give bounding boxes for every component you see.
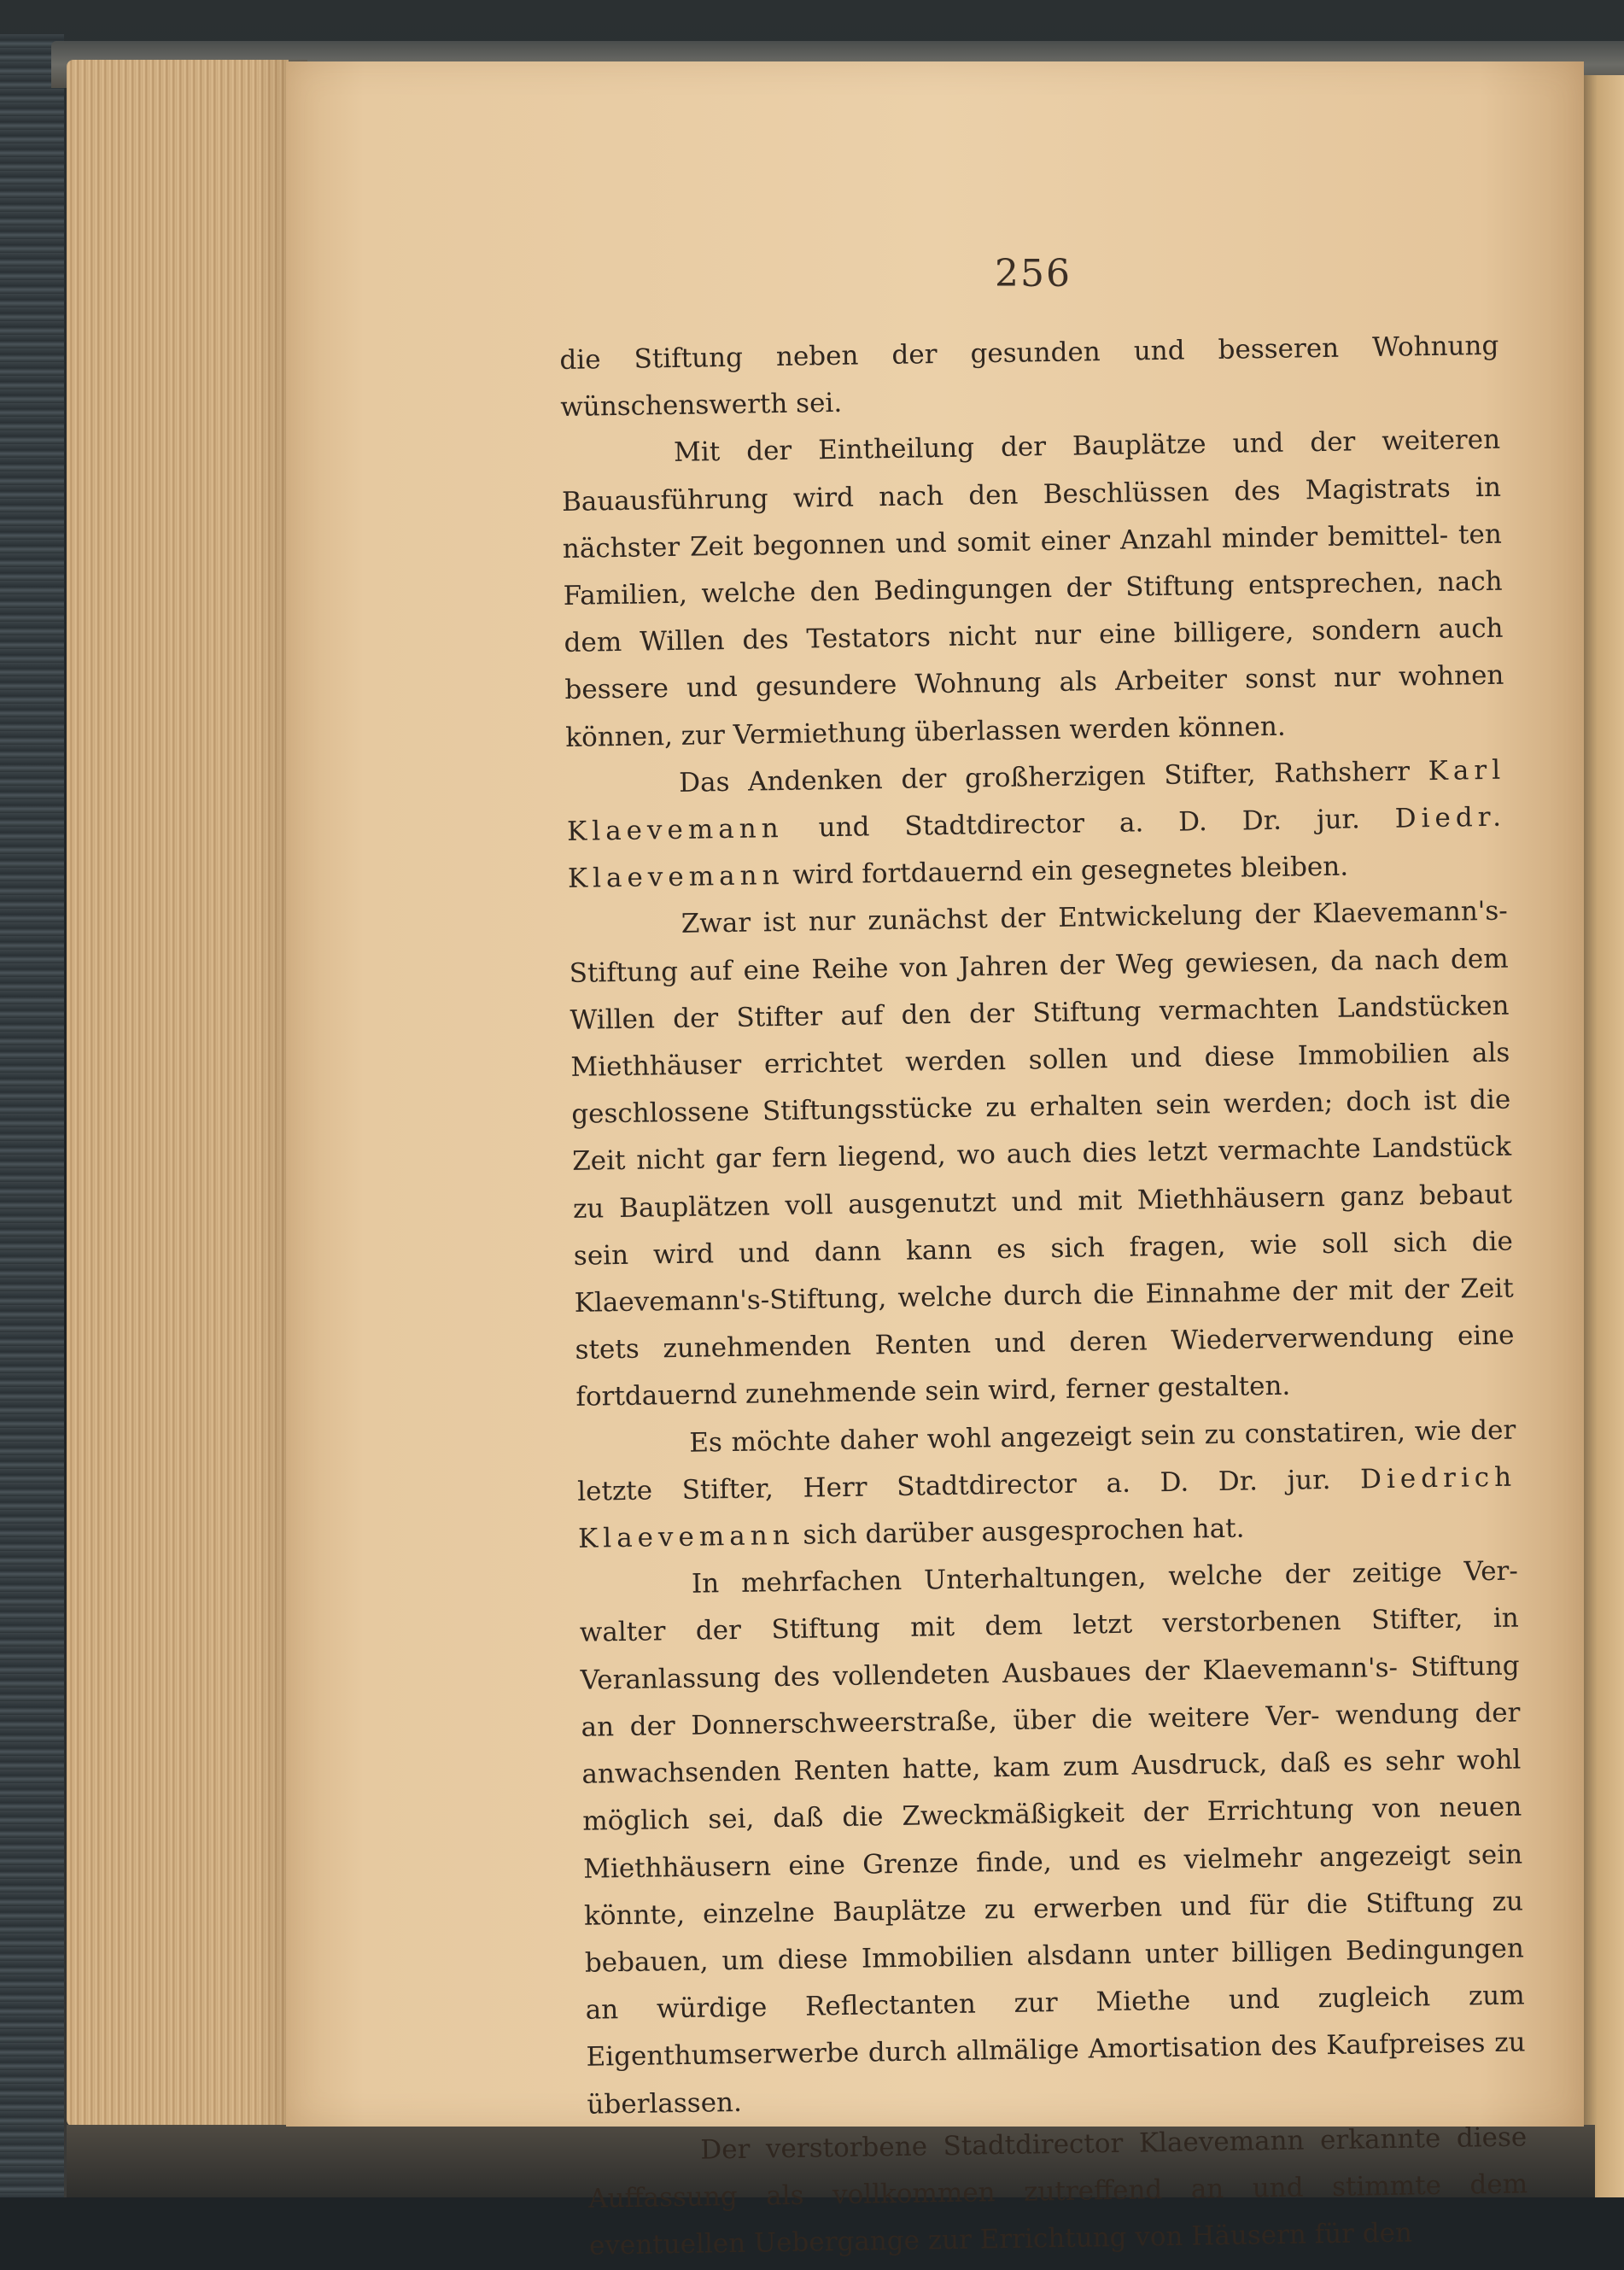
text-run: die Stiftung neben der gesunden und besseren Wohnung wünschenswerth sei. xyxy=(559,330,1499,424)
page-number: 256 xyxy=(995,252,1072,295)
page-edges xyxy=(67,60,289,2127)
paragraph xyxy=(576,1407,1517,1563)
paragraph xyxy=(587,2114,1528,2270)
text-run: und Stadtdirector a. D. Dr. jur. xyxy=(783,803,1396,844)
page-text xyxy=(559,323,1528,2270)
text-run: Mit der Eintheilung der Bauplätze und der weiteren Bauausführung wird nach den Beschlüssen des Magistrats in nächster Zeit begonnen und somit einer Anzahl minder bemittel- ten Familien, welche den Bedingungen der Stiftung entsprechen, nach dem Willen des Testators nicht nur eine billigere, sondern auch bessere und gesundere Wohnung als Arbeiter sonst nur wohnen können, zur Vermiethung überlassen werden können. xyxy=(561,424,1504,753)
paragraph xyxy=(568,888,1515,1421)
paragraph xyxy=(566,746,1507,903)
book-spine xyxy=(0,34,64,2197)
paragraph xyxy=(579,1548,1527,2129)
text-run: Es möchte daher wohl angezeigt sein zu constatiren, wie der letzte Stifter, Herr Stadtdirector a. D. Dr. jur. xyxy=(576,1414,1516,1507)
text-run: wird fortdauernd ein gesegnetes bleiben. xyxy=(784,851,1349,892)
paragraph xyxy=(559,323,1500,432)
spaced-name: Diedr. Klaevemann xyxy=(567,801,1507,895)
text-run: Das Andenken der großherzigen Stifter, Rathsherr xyxy=(678,755,1429,799)
text-run: Der verstorbene Stadtdirector Klaevemann erkannte diese Auffassung als vollkommen zutreffend an und stimmte dem eventuellen Uebergange zur Errichtung von Häusern für den xyxy=(587,2121,1528,2261)
text-run: sich darüber ausgesprochen hat. xyxy=(794,1512,1245,1551)
text-run: In mehrfachen Unterhaltungen, welche der zeitige Ver- walter der Stiftung mit dem letzt verstorbenen Stifter, in Veranlassung des vollendeten Ausbaues der Klaevemann's- Stiftung an der Donnerschweerstraße, über die weitere Ver- wendung der anwachsenden Renten hatte, kam zum Ausdruck, daß es sehr wohl möglich sei, daß die Zweckmäßigkeit der Errichtung von neuen Miethhäusern eine Grenze finde, und es vielmehr angezeigt sein könnte, einzelne Bauplätze zu erwerben und für die Stiftung zu bebauen, um diese Immobilien alsdann unter billigen Bedingungen an würdige Reflectanten zur Miethe und zugleich zum Eigenthumserwerbe durch allmälige Amortisation des Kaufpreises zu überlassen. xyxy=(579,1555,1526,2121)
paragraph xyxy=(561,417,1505,762)
next-page-edge xyxy=(1580,75,1624,2197)
spaced-name: Karl Klaevemann xyxy=(566,754,1506,847)
text-run: Zwar ist nur zunächst der Entwickelung der Klaevemann's- Stiftung auf eine Reihe von Jahren der Weg gewiesen, da nach dem Willen der Stifter auf den der Stiftung vermachten Landstücken Miethhäuser errichtet werden sollen und diese Immobilien als geschlossene Stiftungsstücke zu erhalten sein werden; doch ist die Zeit nicht gar fern liegend, wo auch dies letzt vermachte Landstück zu Bauplätzen voll ausgenutzt und mit Miethhäusern ganz bebaut sein wird und dann kann es sich fragen, wie soll sich die Klaevemann's-Stiftung, welche durch die Einnahme der mit der Zeit stets zunehmenden Renten und deren Wiederverwendung eine fortdauernd zunehmende sein wird, ferner gestalten. xyxy=(569,896,1515,1413)
spaced-name: Diedrich Klaevemann xyxy=(577,1461,1517,1554)
